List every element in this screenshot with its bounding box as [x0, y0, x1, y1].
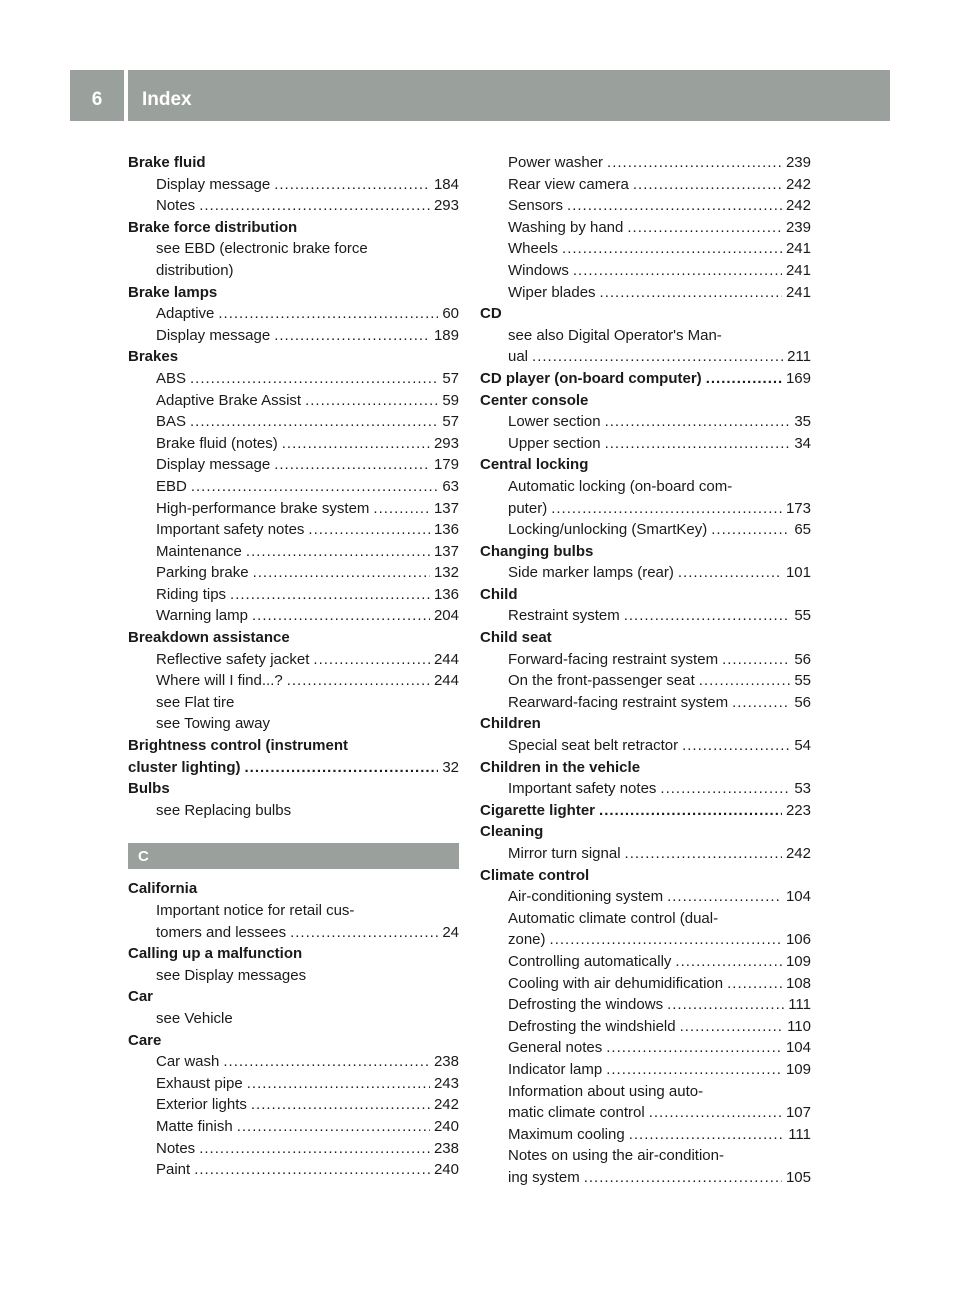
index-subentry-wiper-blades — [480, 282, 811, 304]
index-heading-child-seat: Child seat — [480, 629, 552, 647]
index-subentry-warning-lamp — [128, 605, 459, 627]
page-reference: 240 — [433, 1161, 459, 1179]
page-reference: 59 — [442, 391, 459, 409]
index-subentry-general-notes — [480, 1037, 811, 1059]
page-reference: 242 — [785, 845, 811, 862]
page-reference: 189 — [433, 326, 459, 344]
page-reference: 137 — [433, 499, 459, 517]
entry-text: ABS — [156, 369, 187, 387]
index-subentry-important-safety-notes — [128, 519, 459, 541]
dot-leader — [218, 303, 438, 325]
entry-text: Upper section — [508, 434, 601, 452]
entry-text: Special seat belt retractor — [508, 737, 679, 755]
dot-leader — [245, 757, 439, 779]
index-subentry-power-washer — [480, 152, 811, 174]
index-subentry-controlling-automatically — [480, 951, 811, 973]
page-reference: 24 — [442, 923, 459, 941]
index-subentry-defrosting-the-windshield — [480, 1016, 811, 1038]
index-subentry-ual — [480, 346, 811, 368]
entry-text: Wheels — [508, 240, 559, 258]
dot-leader — [624, 605, 791, 627]
index-subentry-see-vehicle: see Vehicle — [156, 1009, 233, 1027]
entry-text: Display message — [156, 326, 271, 344]
entry-text: Defrosting the windshield — [508, 1017, 676, 1035]
entry-text: Car wash — [156, 1053, 220, 1071]
page-reference: 57 — [442, 413, 459, 431]
entry-text: Warning lamp — [156, 607, 248, 625]
entry-text: tomers and lessees — [156, 923, 287, 941]
page-reference: 293 — [433, 197, 459, 215]
entry-text: Forward-facing restraint system — [508, 650, 719, 668]
page-reference: 242 — [433, 1096, 459, 1114]
page-reference: 65 — [794, 521, 811, 539]
page-reference: 56 — [794, 693, 811, 711]
entry-text: Maximum cooling — [508, 1125, 625, 1143]
index-subentry-riding-tips — [128, 584, 459, 606]
index-subentry-mirror-turn-signal — [480, 843, 811, 865]
page-reference: 211 — [787, 348, 811, 366]
dot-leader — [252, 605, 430, 627]
entry-text: Sensors — [508, 197, 564, 215]
entry-text: Display message — [156, 456, 271, 474]
page-reference: 241 — [785, 283, 811, 301]
entry-text: Cigarette lighter — [480, 801, 596, 819]
dot-leader — [667, 994, 784, 1016]
index-subentry-on-the-front-passenger-seat — [480, 670, 811, 692]
index-subentry-defrosting-the-windows — [480, 994, 811, 1016]
entry-text: Maintenance — [156, 542, 242, 560]
index-subentry-forward-facing-restraint-system — [480, 649, 811, 671]
page-reference: 54 — [794, 737, 811, 755]
index-subentry-locking-unlocking-smartkey — [480, 519, 811, 541]
index-subentry-maximum-cooling — [480, 1124, 811, 1146]
entry-text: BAS — [156, 413, 187, 431]
dot-leader — [190, 411, 438, 433]
dot-leader — [274, 454, 430, 476]
index-subentry-ebd — [128, 476, 459, 498]
entry-text: Important safety notes — [156, 521, 305, 539]
page-reference: 242 — [785, 197, 811, 215]
index-subentry-matte-finish — [128, 1116, 459, 1138]
entry-text: Mirror turn signal — [508, 845, 621, 862]
dot-leader — [633, 174, 782, 196]
entry-text: matic climate control — [508, 1104, 645, 1122]
index-heading-children: Children — [480, 715, 541, 733]
entry-text: Notes — [156, 197, 196, 215]
entry-text: Defrosting the windows — [508, 996, 664, 1014]
dot-leader — [678, 562, 782, 584]
entry-text: ing system — [508, 1168, 580, 1186]
index-subentry-parking-brake — [128, 562, 459, 584]
dot-leader — [532, 346, 783, 368]
entry-text: Air-conditioning system — [508, 888, 664, 906]
dot-leader — [550, 929, 782, 951]
dot-leader — [706, 368, 782, 390]
dot-leader — [649, 1102, 782, 1124]
dot-leader — [732, 692, 790, 714]
dot-leader — [722, 649, 790, 671]
page-reference: 132 — [433, 564, 459, 582]
index-heading-cigarette-lighter — [480, 800, 811, 822]
page-reference: 242 — [785, 175, 811, 193]
entry-text: zone) — [508, 931, 546, 949]
page-number: 6 — [91, 89, 103, 110]
page-reference: 238 — [433, 1053, 459, 1071]
entry-text: Rearward-facing restraint system — [508, 693, 729, 711]
dot-leader — [711, 519, 790, 541]
index-subentry-matic-climate-control — [480, 1102, 811, 1124]
dot-leader — [199, 1138, 430, 1160]
index-heading-care: Care — [128, 1031, 162, 1049]
index-heading-children-in-the-vehicle: Children in the vehicle — [480, 758, 641, 776]
dot-leader — [287, 670, 430, 692]
header-divider — [124, 70, 128, 121]
entry-text: CD player (on-board computer) — [480, 369, 702, 387]
page-reference: 244 — [433, 672, 459, 690]
entry-text: Lower section — [508, 413, 601, 431]
dot-leader — [680, 1016, 783, 1038]
index-heading-cd: CD — [480, 305, 502, 323]
index-heading-cluster-lighting — [128, 757, 459, 779]
index-heading-child: Child — [480, 585, 518, 603]
index-subentry-side-marker-lamps-rear — [480, 562, 811, 584]
index-heading-california: California — [128, 880, 198, 898]
page-reference: 55 — [794, 607, 811, 625]
entry-text: Where will I find...? — [156, 672, 283, 690]
dot-leader — [584, 1167, 782, 1189]
index-subentry-wheels — [480, 238, 811, 260]
page-reference: 55 — [794, 672, 811, 690]
index-subentry-display-message — [128, 325, 459, 347]
dot-leader — [194, 1159, 430, 1181]
index-heading-car: Car — [128, 988, 154, 1006]
index-subentry-reflective-safety-jacket — [128, 649, 459, 671]
index-subentry-see-replacing-bulbs: see Replacing bulbs — [156, 801, 292, 819]
index-subentry-important-notice-for-retail-cus: Important notice for retail cus- — [156, 902, 355, 919]
dot-leader — [660, 778, 790, 800]
page-header — [70, 70, 890, 121]
entry-text: Controlling automatically — [508, 952, 672, 970]
index-subentry-exhaust-pipe — [128, 1073, 459, 1095]
index-heading-cleaning: Cleaning — [480, 823, 544, 841]
dot-leader — [373, 498, 430, 520]
entry-text: Exhaust pipe — [156, 1074, 243, 1092]
entry-text: Exterior lights — [156, 1096, 247, 1114]
entry-text: Adaptive Brake Assist — [156, 391, 302, 409]
dot-leader — [605, 433, 791, 455]
page-reference: 239 — [785, 154, 811, 171]
index-heading-brake-force-distribution: Brake force distribution — [128, 218, 298, 236]
page-reference: 109 — [785, 952, 811, 970]
index-subentry-sensors — [480, 195, 811, 217]
index-heading-brake-fluid: Brake fluid — [128, 154, 206, 171]
dot-leader — [562, 238, 782, 260]
dot-leader — [727, 973, 782, 995]
index-heading-brake-lamps: Brake lamps — [128, 283, 218, 301]
dot-leader — [629, 1124, 784, 1146]
index-subentry-lower-section — [480, 411, 811, 433]
index-subentry-automatic-climate-control-dual: Automatic climate control (dual- — [508, 909, 719, 927]
index-subentry-display-message — [128, 454, 459, 476]
index-heading-bulbs: Bulbs — [128, 780, 170, 798]
page-reference: 108 — [785, 974, 811, 992]
page-reference: 104 — [785, 1039, 811, 1057]
page-reference: 109 — [785, 1060, 811, 1078]
index-subentry-car-wash — [128, 1051, 459, 1073]
index-subentry-restraint-system — [480, 605, 811, 627]
index-subentry-abs — [128, 368, 459, 390]
page-reference: 63 — [442, 477, 459, 495]
entry-text: Rear view camera — [508, 175, 629, 193]
dot-leader — [247, 1073, 430, 1095]
dot-leader — [251, 1094, 430, 1116]
page-reference: 243 — [433, 1074, 459, 1092]
page-reference: 107 — [785, 1104, 811, 1122]
entry-text: Notes — [156, 1139, 196, 1157]
index-subentry-ing-system — [480, 1167, 811, 1189]
dot-leader — [682, 735, 790, 757]
page-reference: 238 — [433, 1139, 459, 1157]
page-reference: 240 — [433, 1117, 459, 1135]
entry-text: Power washer — [508, 154, 604, 171]
dot-leader — [607, 152, 782, 174]
index-subentry-high-performance-brake-system — [128, 498, 459, 520]
index-subentry-indicator-lamp — [480, 1059, 811, 1081]
dot-leader — [573, 260, 782, 282]
entry-text: Adaptive — [156, 305, 215, 323]
index-subentry-paint — [128, 1159, 459, 1181]
index-subentry-maintenance — [128, 541, 459, 563]
page-reference: 136 — [433, 521, 459, 539]
index-heading-center-console: Center console — [480, 391, 589, 409]
entry-text: Brake fluid (notes) — [156, 434, 278, 452]
dot-leader — [699, 670, 791, 692]
index-heading-changing-bulbs: Changing bulbs — [480, 542, 594, 560]
entry-text: Parking brake — [156, 564, 249, 582]
dot-leader — [274, 174, 430, 196]
dot-leader — [191, 476, 438, 498]
page-reference: 111 — [788, 996, 811, 1014]
dot-leader — [223, 1051, 430, 1073]
index-subentry-important-safety-notes — [480, 778, 811, 800]
index-column-right — [480, 152, 811, 1189]
page-reference: 169 — [785, 369, 811, 387]
index-subentry-puter — [480, 498, 811, 520]
section-letter-c: C — [128, 843, 459, 869]
entry-text: Matte finish — [156, 1117, 233, 1135]
entry-text: Side marker lamps (rear) — [508, 564, 674, 582]
dot-leader — [627, 217, 782, 239]
index-subentry-windows — [480, 260, 811, 282]
index-subentry-see-ebd-electronic-brake-force: see EBD (electronic brake force — [156, 240, 368, 258]
index-subentry-see-display-messages: see Display messages — [156, 966, 307, 984]
page-reference: 179 — [433, 456, 459, 474]
dot-leader — [305, 390, 438, 412]
index-subentry-see-flat-tire: see Flat tire — [156, 693, 235, 711]
index-subentry-rearward-facing-restraint-system — [480, 692, 811, 714]
dot-leader — [675, 951, 782, 973]
index-heading-central-locking: Central locking — [480, 456, 589, 474]
entry-text: puter) — [508, 499, 548, 517]
entry-text: Locking/unlocking (SmartKey) — [508, 521, 708, 539]
index-subentry-upper-section — [480, 433, 811, 455]
index-subentry-where-will-i-find — [128, 670, 459, 692]
index-heading-calling-up-a-malfunction: Calling up a malfunction — [128, 945, 303, 963]
entry-text: Riding tips — [156, 585, 227, 603]
dot-leader — [282, 433, 430, 455]
dot-leader — [290, 922, 438, 944]
page-reference: 32 — [442, 758, 459, 776]
dot-leader — [246, 541, 430, 563]
index-subentry-special-seat-belt-retractor — [480, 735, 811, 757]
entry-text: General notes — [508, 1039, 603, 1057]
page-reference: 244 — [433, 650, 459, 668]
entry-text: cluster lighting) — [128, 758, 241, 776]
entry-text: Reflective safety jacket — [156, 650, 310, 668]
index-subentry-adaptive — [128, 303, 459, 325]
page-reference: 53 — [794, 780, 811, 798]
index-heading-brightness-control-instrument: Brightness control (instrument — [128, 737, 349, 755]
index-subentry-brake-fluid-notes — [128, 433, 459, 455]
index-subentry-display-message — [128, 174, 459, 196]
entry-text: EBD — [156, 477, 187, 495]
index-subentry-notes-on-using-the-air-condition: Notes on using the air-condition- — [508, 1147, 724, 1165]
entry-text: On the front-passenger seat — [508, 672, 695, 690]
page-reference: 104 — [785, 888, 811, 906]
page-reference: 106 — [785, 931, 811, 949]
entry-text: Windows — [508, 261, 569, 279]
dot-leader — [606, 1059, 782, 1081]
index-heading-breakdown-assistance: Breakdown assistance — [128, 629, 290, 647]
dot-leader — [237, 1116, 430, 1138]
dot-leader — [605, 411, 791, 433]
page-reference: 34 — [794, 434, 811, 452]
entry-text: Important safety notes — [508, 780, 657, 798]
dot-leader — [230, 584, 430, 606]
dot-leader — [308, 519, 430, 541]
page-title: Index — [142, 89, 192, 110]
dot-leader — [599, 800, 782, 822]
page-reference: 293 — [433, 434, 459, 452]
dot-leader — [313, 649, 430, 671]
page-reference: 60 — [442, 305, 459, 323]
index-subentry-washing-by-hand — [480, 217, 811, 239]
entry-text: Wiper blades — [508, 283, 596, 301]
page-reference: 223 — [785, 801, 811, 819]
index-subentry-automatic-locking-on-board-com: Automatic locking (on-board com- — [508, 477, 733, 495]
index-subentry-bas — [128, 411, 459, 433]
index-subentry-distribution: distribution) — [156, 261, 234, 279]
entry-text: Indicator lamp — [508, 1060, 603, 1078]
page-reference: 241 — [785, 240, 811, 258]
dot-leader — [190, 368, 438, 390]
index-heading-brakes: Brakes — [128, 348, 179, 366]
page-reference: 137 — [433, 542, 459, 560]
page-reference: 111 — [788, 1125, 811, 1143]
index-subentry-zone — [480, 929, 811, 951]
page-reference: 105 — [785, 1168, 811, 1186]
index-heading-climate-control: Climate control — [480, 866, 590, 884]
dot-leader — [600, 282, 782, 304]
entry-text: Restraint system — [508, 607, 620, 625]
page-reference: 239 — [785, 218, 811, 236]
page-reference: 204 — [433, 607, 459, 625]
entry-text: Cooling with air dehumidification — [508, 974, 724, 992]
entry-text: Display message — [156, 175, 271, 193]
entry-text: Washing by hand — [508, 218, 624, 236]
dot-leader — [551, 498, 782, 520]
page-reference: 173 — [785, 499, 811, 517]
dot-leader — [606, 1037, 782, 1059]
index-heading-cd-player-on-board-computer — [480, 368, 811, 390]
index-subentry-rear-view-camera — [480, 174, 811, 196]
index-subentry-see-towing-away: see Towing away — [156, 715, 270, 733]
index-subentry-notes — [128, 195, 459, 217]
page-reference: 136 — [433, 585, 459, 603]
dot-leader — [667, 886, 782, 908]
index-subentry-tomers-and-lessees — [128, 922, 459, 944]
page-reference: 110 — [787, 1017, 811, 1035]
page-reference: 184 — [433, 175, 459, 193]
index-subentry-exterior-lights — [128, 1094, 459, 1116]
page-reference: 35 — [794, 413, 811, 431]
dot-leader — [274, 325, 430, 347]
entry-text: Paint — [156, 1161, 191, 1179]
page-reference: 57 — [442, 369, 459, 387]
page-reference: 101 — [785, 564, 811, 582]
index-subentry-cooling-with-air-dehumidification — [480, 973, 811, 995]
page-reference: 241 — [785, 261, 811, 279]
dot-leader — [625, 843, 782, 865]
index-subentry-adaptive-brake-assist — [128, 390, 459, 412]
entry-text: ual — [508, 348, 529, 366]
index-column-left — [128, 152, 459, 1181]
index-subentry-see-also-digital-operator-s-man: see also Digital Operator's Man- — [508, 326, 722, 344]
page-reference: 56 — [794, 650, 811, 668]
entry-text: High-performance brake system — [156, 499, 370, 517]
dot-leader — [199, 195, 430, 217]
index-subentry-air-conditioning-system — [480, 886, 811, 908]
index-subentry-information-about-using-auto: Information about using auto- — [508, 1082, 704, 1100]
dot-leader — [253, 562, 430, 584]
dot-leader — [567, 195, 782, 217]
index-subentry-notes — [128, 1138, 459, 1160]
